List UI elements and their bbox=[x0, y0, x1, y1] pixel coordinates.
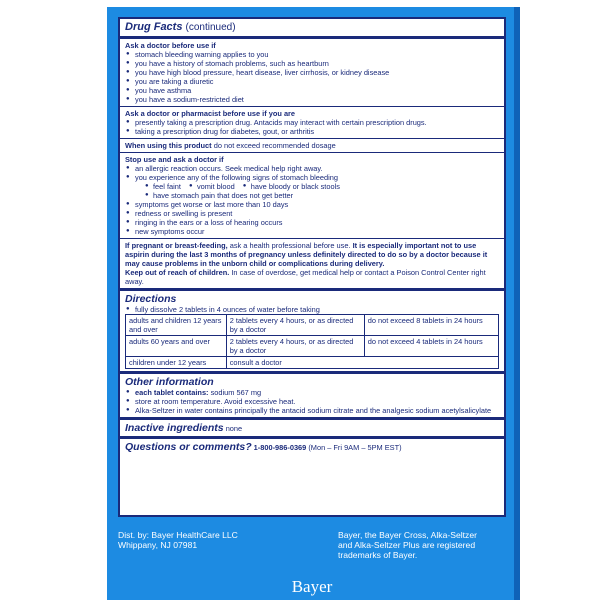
table-cell: do not exceed 8 tablets in 24 hours bbox=[364, 315, 498, 336]
stop-use-list-2 bbox=[125, 200, 499, 236]
stop-use-section bbox=[120, 153, 504, 239]
ask-doctor-heading: Ask a doctor before use if bbox=[125, 41, 216, 50]
sub-item: ● feel faint bbox=[145, 182, 181, 191]
list-item: ● Alka-Seltzer in water contains principally the antacid sodium citrate and the analgesic sodium acetylsalicylate bbox=[125, 406, 499, 415]
sub-item: ● have stomach pain that does not get better bbox=[145, 191, 293, 200]
package-edge bbox=[514, 7, 520, 600]
table-cell: children under 12 years bbox=[126, 357, 227, 369]
list-item bbox=[125, 388, 499, 397]
inactive-section bbox=[120, 420, 504, 439]
directions-list bbox=[125, 305, 499, 314]
children-paragraph bbox=[125, 268, 499, 286]
list-item: ● an allergic reaction occurs. Seek medical help right away. bbox=[125, 164, 499, 173]
directions-heading: Directions bbox=[125, 293, 177, 305]
list-item: ● fully dissolve 2 tablets in 4 ounces of water before taking bbox=[125, 305, 499, 314]
children-heading: Keep out of reach of children. bbox=[125, 268, 230, 277]
tablet-contains-label: each tablet contains: bbox=[135, 388, 209, 397]
trademark-line-3: trademarks of Bayer. bbox=[338, 550, 418, 560]
drug-facts-header bbox=[120, 19, 504, 39]
pregnancy-warning: It is especially important not to use aspirin during the last 3 months of pregnancy unless definitely directed to do so by a doctor because it may cause problems in the unborn child or complications during delivery. bbox=[125, 241, 488, 268]
list-item: ● you have asthma bbox=[125, 86, 499, 95]
list-item: ● new symptoms occur bbox=[125, 227, 499, 236]
list-item: ● ringing in the ears or a loss of hearing occurs bbox=[125, 218, 499, 227]
distributor-block bbox=[118, 530, 238, 550]
questions-heading: Questions or comments? bbox=[125, 441, 252, 453]
when-using-section bbox=[120, 139, 504, 153]
table-cell: 2 tablets every 4 hours, or as directed by a doctor bbox=[226, 336, 364, 357]
ask-pharmacist-list bbox=[125, 118, 499, 136]
list-item: ● stomach bleeding warning applies to you bbox=[125, 50, 499, 59]
trademark-block bbox=[338, 530, 508, 560]
pregnancy-heading: If pregnant or breast-feeding, bbox=[125, 241, 228, 250]
list-item: ● store at room temperature. Avoid excessive heat. bbox=[125, 397, 499, 406]
table-cell: do not exceed 4 tablets in 24 hours bbox=[364, 336, 498, 357]
distributor-line-2: Whippany, NJ 07981 bbox=[118, 540, 198, 550]
list-item: ● redness or swelling is present bbox=[125, 209, 499, 218]
trademark-line-1: Bayer, the Bayer Cross, Alka-Seltzer bbox=[338, 530, 477, 540]
questions-hours: (Mon – Fri 9AM – 5PM EST) bbox=[308, 443, 402, 452]
stop-use-list bbox=[125, 164, 499, 182]
table-row bbox=[126, 315, 499, 336]
tablet-contains-value: sodium 567 mg bbox=[210, 388, 262, 397]
pregnancy-paragraph bbox=[125, 241, 499, 268]
list-item bbox=[125, 118, 499, 127]
when-using-text: do not exceed recommended dosage bbox=[213, 141, 336, 150]
stop-use-heading: Stop use and ask a doctor if bbox=[125, 155, 224, 164]
inactive-text: none bbox=[225, 424, 243, 433]
list-item: ● you have high blood pressure, heart disease, liver cirrhosis, or kidney disease bbox=[125, 68, 499, 77]
table-cell: consult a doctor bbox=[226, 357, 498, 369]
table-row bbox=[126, 357, 499, 369]
ask-doctor-section bbox=[120, 39, 504, 107]
list-item: ● you have a history of stomach problems, such as heartburn bbox=[125, 59, 499, 68]
drug-facts-panel bbox=[118, 17, 506, 517]
sub-item: ● have bloody or black stools bbox=[243, 182, 340, 191]
bayer-logo: Bayer bbox=[291, 577, 333, 596]
inactive-heading: Inactive ingredients bbox=[125, 422, 224, 434]
trademark-line-2: and Alka-Seltzer Plus are registered bbox=[338, 540, 476, 550]
ask-doctor-list bbox=[125, 50, 499, 104]
bleeding-signs-row-2 bbox=[125, 191, 499, 200]
drug-facts-title: Drug Facts bbox=[125, 21, 183, 33]
distributor-line-1: Dist. by: Bayer HealthCare LLC bbox=[118, 530, 238, 540]
sub-item: ● vomit blood bbox=[189, 182, 235, 191]
children-text: In case of overdose, get medical help or contact a Poison Control Center right away. bbox=[125, 268, 486, 286]
when-using-heading: When using this product bbox=[125, 141, 212, 150]
ask-pharmacist-heading: Ask a doctor or pharmacist before use if you are bbox=[125, 109, 296, 118]
list-item: ● you experience any of the following signs of stomach bleeding bbox=[125, 173, 499, 182]
table-cell: 2 tablets every 4 hours, or as directed by a doctor bbox=[226, 315, 364, 336]
other-info-section bbox=[120, 374, 504, 420]
questions-phone: 1-800-986-0369 bbox=[253, 443, 307, 452]
pregnancy-text: ask a health professional before use. bbox=[229, 241, 351, 250]
directions-section bbox=[120, 291, 504, 374]
other-info-list bbox=[125, 388, 499, 415]
pharmacist-item-1: presently taking a prescription drug. Antacids may interact with certain prescription drugs. bbox=[135, 118, 427, 127]
bleeding-signs-row bbox=[125, 182, 499, 191]
table-row bbox=[126, 336, 499, 357]
pregnancy-section bbox=[120, 239, 504, 291]
drug-facts-continued: (continued) bbox=[185, 22, 236, 33]
list-item: ● you are taking a diuretic bbox=[125, 77, 499, 86]
directions-table bbox=[125, 314, 499, 369]
list-item: ● symptoms get worse or last more than 10 days bbox=[125, 200, 499, 209]
other-info-heading: Other information bbox=[125, 376, 214, 388]
ask-pharmacist-section bbox=[120, 107, 504, 139]
table-cell: adults 60 years and over bbox=[126, 336, 227, 357]
questions-section bbox=[120, 439, 504, 455]
list-item: ● you have a sodium-restricted diet bbox=[125, 95, 499, 104]
table-cell: adults and children 12 years and over bbox=[126, 315, 227, 336]
list-item: ● taking a prescription drug for diabetes, gout, or arthritis bbox=[125, 127, 499, 136]
